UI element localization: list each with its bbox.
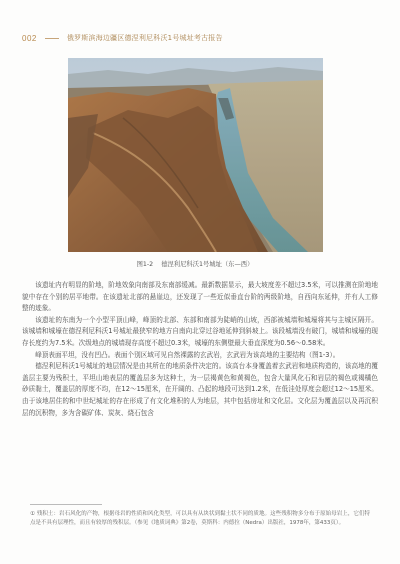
header-rule	[45, 38, 59, 39]
footnote-rule	[30, 504, 102, 505]
footnote	[30, 510, 370, 528]
paragraph: 峰顶表面平坦，没有凹凸。表面个别区域可见自然裸露的玄武岩，玄武岩为该高地的主要结构（图1-3）。	[35, 350, 340, 359]
footnote-marker: ①	[30, 511, 35, 517]
body-text	[22, 280, 378, 419]
footnote-text: 残积土：岩石风化的产物，根据母岩的性质和风化类型，可以具有从块状到黏土状不同的质地。这些残积物多分布于原始母岩上，它们特点是不具有层理性，而且有较厚的残积层。（参见《地质词典》第2卷，莫斯科：内德拉（Nedra）出版社，1978年，第433页）。	[30, 511, 371, 526]
paragraph: 该遗址的东南为一个小型平顶山峰，峰顶的北部、东部和南部为陡峭的山坡，西部被城墙和城壕将其与主城区隔开。该城墙和城壕在德涅利尼科沃1号城址最狭窄的地方自南向北穿过谷地延伸到斜坡上。该段城墙没有破门，城墙和城壕的现存长度约为7.5米。次级地点的城墙现存高度不超过0.3米，城壕的东侧壁最大垂直深度为0.56～0.58米。	[22, 315, 378, 347]
figure-caption	[60, 259, 330, 268]
figure-photo	[68, 58, 323, 252]
aerial-photo	[68, 58, 323, 252]
figure-title: 德涅利尼科沃1号城址（东—西）	[161, 261, 254, 268]
running-title: 俄罗斯滨海边疆区德涅利尼科沃1号城址考古报告	[66, 34, 223, 42]
running-head	[22, 31, 382, 45]
figure-number: 图1-2	[136, 261, 154, 268]
page-number: 002	[22, 33, 37, 43]
paragraph: 德涅利尼科沃1号城址的地层情况是由其所在的地质条件决定的。该高台本身覆盖着玄武岩和地质构造的，该高地的覆盖层主要为残积土，平坦山地表层的覆盖层多为这种土，为一层褐黄色和黄褐色，包含大量风化石和岩层的褐色或褐橘色砂质黏土，覆盖层的厚度不均，在12～15厘米，在开阔的、凸起的地段可达到1.2米，在低洼处厚度会超过12～15厘米。由于该地居住的和中世纪城址的存在形成了有文化堆积的人为地层，其中包括房址和文化层。文化层为覆盖层以及再沉积层的沉积物，多为含碳矿体、炭灰、烧石包含	[22, 362, 378, 417]
paragraph: 该遗址内有明显的阶地，阶地效象向南部及东南部缓减。最新数据显示，最大坡度差不超过3.5米，可以推测在阶地地貌中存在个别的居平地带。在该遗址北部的悬崖边，还发现了一些近似垂直台阶的两级阶地，自西向东延伸，并有人工修整的迹象。	[22, 281, 378, 313]
